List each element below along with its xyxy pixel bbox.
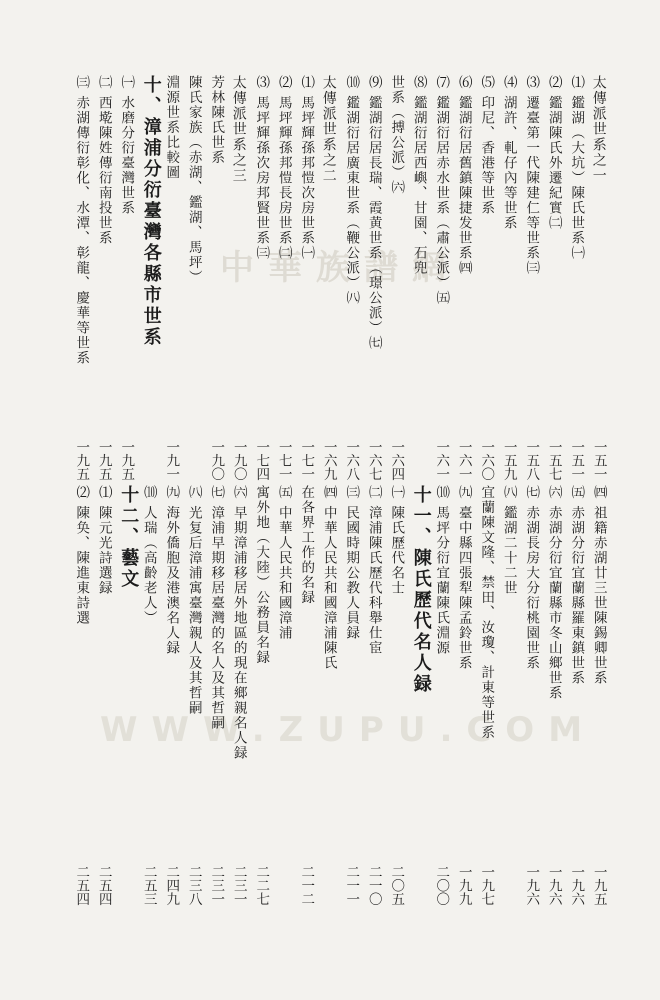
toc-entry-title: 世系（搏公派）㈥ (388, 75, 405, 195)
toc-entry-title: ⑼ 鑑湖衍居長瑞、霞黄世系（璟公派）㈦ (365, 75, 382, 351)
toc-entry (317, 485, 341, 905)
toc-entry-title: ⑽ 鑑湖衍居廣東世系（鞭公派）㈧ (343, 75, 360, 306)
toc-entry-title: ⑶ 遷臺第一代陳建仁等世系㈢ (523, 75, 540, 276)
toc-entry-page: 一六八 (343, 439, 360, 480)
toc-entry-title: ⑽ 人瑞（高齡老人） (140, 485, 157, 626)
toc-entry-title: ⑻ 鑑湖衍居西嶼、甘園、石兜 (410, 75, 427, 276)
toc-entry (519, 75, 543, 480)
toc-entry-page: 一九七 (478, 864, 495, 905)
toc-entry-page: 一九一 (163, 439, 180, 480)
toc-bottom-half (70, 485, 610, 905)
toc-entry (452, 75, 476, 480)
toc-entry (182, 485, 206, 905)
toc-entry-page: 一六〇 (478, 439, 495, 480)
toc-entry-page: 一六七 (365, 439, 382, 480)
toc-entry-title: ㈢ 民國時期公教人員録 (343, 485, 360, 641)
toc-entry-title: ㈤ 中華人民共和國漳浦 (275, 485, 292, 641)
toc-entry (339, 75, 363, 480)
toc-entry-title: ⑴ 馬坪輝孫邦愷次房世系㈠ (298, 75, 315, 261)
toc-entry (69, 485, 93, 905)
toc-entry-page: 一九六 (523, 864, 540, 905)
toc-entry (272, 485, 296, 905)
toc-entry-page: 一九九 (455, 864, 472, 905)
toc-entry-page: 一六四 (388, 439, 405, 480)
toc-entry-page: 一九五 (118, 439, 135, 480)
toc-entry-title: ⑶ 馬坪輝孫次房邦賢世系㈢ (253, 75, 270, 261)
toc-entry-page: 二一二 (298, 864, 315, 905)
toc-entry-page: 一九五 (95, 439, 112, 480)
toc-entry-title: ㈤ 赤湖分衍宜蘭縣羅東鎮世系 (568, 485, 585, 686)
toc-entry-title: ㈦ 漳浦早期移居臺灣的名人及其哲嗣 (208, 485, 225, 731)
toc-entry-title: ⑴ 陳元光詩選録 (95, 485, 112, 596)
toc-entry-page: 一九〇 (230, 439, 247, 480)
toc-entry (564, 485, 588, 905)
toc-entry-page: 一五一 (590, 439, 607, 480)
toc-entry-title: ⑷ 湖許、軋仔內等世系 (500, 75, 517, 231)
toc-entry (384, 75, 408, 480)
toc-entry (407, 75, 431, 480)
toc-entry-page: 一六一 (433, 439, 450, 480)
toc-entry-title: 淵源世系比較圖 (163, 75, 180, 180)
toc-entry (272, 75, 296, 480)
toc-entry-page: 一六一 (455, 439, 472, 480)
toc-entry-title: ㈠ 陳氏歷代名士 (388, 485, 405, 596)
toc-entry-page: 一五七 (545, 439, 562, 480)
toc-entry-title: 寓外地（大陸）公務員名録 (253, 485, 270, 665)
toc-entry (429, 75, 453, 480)
toc-entry-page: 一九六 (568, 864, 585, 905)
toc-entry (204, 485, 228, 905)
toc-entry-title: ㈥ 赤湖分衍宜蘭縣市冬山鄉世系 (545, 485, 562, 701)
toc-entry-title: 太傳派世系之二 (320, 75, 337, 184)
toc-entry (384, 485, 408, 905)
toc-entry (564, 75, 588, 480)
toc-entry (182, 75, 206, 480)
watermark: 中華族譜網 (220, 248, 460, 288)
toc-entry-page: 一九六 (545, 864, 562, 905)
toc-entry (317, 75, 341, 480)
toc-entry (227, 485, 251, 905)
toc-entry (294, 75, 318, 480)
toc-entry-page: 一九五 (590, 864, 607, 905)
toc-entry (497, 75, 521, 480)
toc-entry-page: 二五三 (140, 864, 157, 905)
toc-entry-page: 二四九 (163, 864, 180, 905)
toc-entry-page: 二一一 (343, 864, 360, 905)
toc-top-half (70, 75, 610, 480)
toc-entry-title: ㈢ 赤湖傳衍彰化、水潭、彰龍、慶華等世系 (73, 75, 90, 366)
toc-entry-title: ㈣ 祖籍赤湖廿三世陳錫卿世系 (590, 485, 607, 686)
toc-entry-page: 一九五 (73, 439, 90, 480)
toc-entry-title: 太傳派世系之三 (230, 75, 247, 184)
toc-entry-page: 二〇〇 (433, 864, 450, 905)
toc-entry-page: 二一〇 (365, 864, 382, 905)
toc-entry-title: ㈡ 漳浦陳氏歷代科舉仕宦 (365, 485, 382, 656)
toc-entry (452, 485, 476, 905)
toc-entry-page: 二三一 (230, 864, 247, 905)
section-heading (407, 485, 435, 905)
toc-entry-title: ⑵ 鑑湖陳氏外遷紀實㈡ (545, 75, 562, 231)
toc-entry-title: ⑵ 馬坪輝孫邦愷長房世系㈡ (275, 75, 292, 261)
toc-entry-title: ⑽ 馬坪分衍宜蘭陳氏淵源 (433, 485, 450, 656)
toc-entry-page: 二五四 (73, 864, 90, 905)
toc-entry (497, 485, 521, 905)
toc-entry (542, 75, 566, 480)
toc-entry-title: ⑸ 印尼、香港等世系 (478, 75, 495, 216)
toc-entry (294, 485, 318, 905)
toc-entry-title: 十、漳浦分衍臺灣各縣市世系 (140, 75, 162, 348)
toc-entry (249, 485, 273, 905)
toc-entry (542, 485, 566, 905)
toc-entry-page: 二〇五 (388, 864, 405, 905)
toc-entry-title: ㈧ 鑑湖二十二世 (500, 485, 517, 596)
toc-entry-title: ㈧ 光复后漳浦寓臺灣親人及其哲嗣 (185, 485, 202, 716)
toc-entry-page: 一七一 (275, 439, 292, 480)
toc-entry-page: 一七一 (298, 439, 315, 480)
toc-entry-page: 二三一 (208, 864, 225, 905)
toc-entry-page: 一六九 (320, 439, 337, 480)
toc-entry-title: ⑺ 鑑湖衍居赤水世系（肅公派）㈤ (433, 75, 450, 306)
toc-entry (92, 485, 116, 905)
toc-entry-title: ㈨ 臺中縣四張犁陳孟鈴世系 (455, 485, 472, 671)
toc-entry-page: 一五一 (568, 439, 585, 480)
toc-entry-title: 十一、陳氏歷代名人録 (410, 485, 432, 695)
toc-entry-page: 二五四 (95, 864, 112, 905)
toc-entry (474, 485, 498, 905)
toc-entry-page: 一七四 (253, 439, 270, 480)
toc-entry (204, 75, 228, 480)
toc-entry-title: 陳氏家族（赤湖、鑑湖、馬坪） (185, 75, 202, 285)
toc-entry-title: 十二、藝文 (118, 485, 140, 590)
toc-entry-title: ㈣ 中華人民共和國漳浦陳氏 (320, 485, 337, 671)
toc-entry (114, 75, 138, 480)
toc-entry-title: ㈨ 海外僑胞及港澳名人録 (163, 485, 180, 656)
toc-entry (362, 485, 386, 905)
toc-entry-title: ㈦ 赤湖長房大分衍桃園世系 (523, 485, 540, 671)
section-heading (114, 485, 142, 905)
toc-entry (474, 75, 498, 480)
toc-entry-page: 二二七 (253, 864, 270, 905)
toc-entry (519, 485, 543, 905)
toc-entry-title: 宜蘭陳文隆、禁田、汝瓊、計東等世系 (478, 485, 495, 740)
toc-entry (339, 485, 363, 905)
toc-entry (227, 75, 251, 480)
toc-entry-title: 太傳派世系之一 (590, 75, 607, 184)
toc-entry (587, 75, 611, 480)
watermark-url: WWW.ZUPU.COM (100, 710, 597, 750)
toc-entry-title: ⑵ 陳奂、陳進東詩選 (73, 485, 90, 626)
toc-entry (92, 75, 116, 480)
toc-entry-title: ㈡ 西墘陳姓傳衍南投世系 (95, 75, 112, 246)
toc-entry-title: 芳林陳氏世系 (208, 75, 225, 165)
toc-entry-title: ㈥ 早期漳浦移居外地區的現在鄉親名人録 (230, 485, 247, 761)
toc-entry-title: ⑹ 鑑湖衍居舊鎮陳捷发世系㈣ (455, 75, 472, 276)
toc-entry-title: 在各界工作的名録 (298, 485, 315, 605)
toc-entry-page: 一五八 (523, 439, 540, 480)
toc-entry (69, 75, 93, 480)
toc-entry (159, 485, 183, 905)
toc-entry-title: ⑴ 鑑湖（大坑）陳氏世系㈠ (568, 75, 585, 261)
section-heading (137, 75, 165, 480)
toc-entry (249, 75, 273, 480)
toc-entry-title: ㈠ 水磨分衍臺灣世系 (118, 75, 135, 216)
toc-entry-page: 一九〇 (208, 439, 225, 480)
toc-entry (587, 485, 611, 905)
toc-entry-page: 二三八 (185, 864, 202, 905)
toc-entry (362, 75, 386, 480)
toc-entry-page: 一五九 (500, 439, 517, 480)
